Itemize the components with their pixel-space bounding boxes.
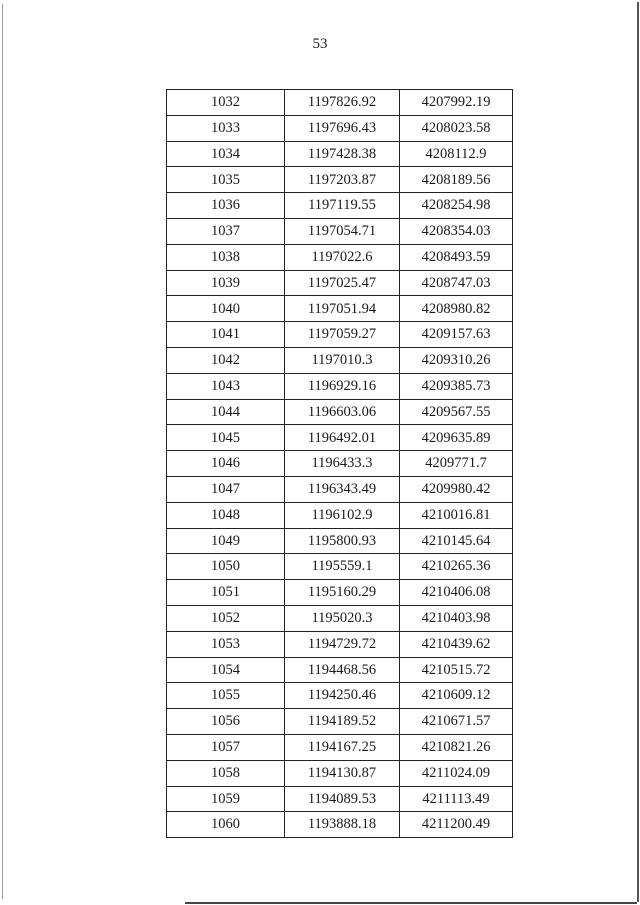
table-row xyxy=(167,580,513,606)
point-number-cell: 1051 xyxy=(167,580,285,606)
table-row xyxy=(167,218,513,244)
point-number-cell: 1057 xyxy=(167,734,285,760)
table-row xyxy=(167,554,513,580)
x-coordinate-cell: 1197119.55 xyxy=(285,193,400,219)
y-coordinate-cell: 4208747.03 xyxy=(400,270,513,296)
y-coordinate-cell: 4210406.08 xyxy=(400,580,513,606)
table-row xyxy=(167,244,513,270)
x-coordinate-cell: 1194468.56 xyxy=(285,657,400,683)
point-number-cell: 1033 xyxy=(167,115,285,141)
x-coordinate-cell: 1195160.29 xyxy=(285,580,400,606)
point-number-cell: 1054 xyxy=(167,657,285,683)
coordinates-table xyxy=(166,89,513,838)
point-number-cell: 1049 xyxy=(167,528,285,554)
y-coordinate-cell: 4210016.81 xyxy=(400,502,513,528)
x-coordinate-cell: 1196433.3 xyxy=(285,451,400,477)
point-number-cell: 1056 xyxy=(167,709,285,735)
table-row xyxy=(167,141,513,167)
y-coordinate-cell: 4210265.36 xyxy=(400,554,513,580)
x-coordinate-cell: 1197054.71 xyxy=(285,218,400,244)
x-coordinate-cell: 1193888.18 xyxy=(285,812,400,838)
table-row xyxy=(167,631,513,657)
page-number: 53 xyxy=(312,36,328,52)
scan-border-left xyxy=(2,4,3,899)
table-row xyxy=(167,322,513,348)
table-row xyxy=(167,373,513,399)
point-number-cell: 1050 xyxy=(167,554,285,580)
point-number-cell: 1055 xyxy=(167,683,285,709)
x-coordinate-cell: 1194089.53 xyxy=(285,786,400,812)
x-coordinate-cell: 1194130.87 xyxy=(285,760,400,786)
x-coordinate-cell: 1196929.16 xyxy=(285,373,400,399)
x-coordinate-cell: 1197826.92 xyxy=(285,90,400,116)
table-row xyxy=(167,528,513,554)
x-coordinate-cell: 1197428.38 xyxy=(285,141,400,167)
table-row xyxy=(167,683,513,709)
point-number-cell: 1046 xyxy=(167,451,285,477)
point-number-cell: 1032 xyxy=(167,90,285,116)
y-coordinate-cell: 4209771.7 xyxy=(400,451,513,477)
y-coordinate-cell: 4210515.72 xyxy=(400,657,513,683)
table-row xyxy=(167,193,513,219)
x-coordinate-cell: 1194167.25 xyxy=(285,734,400,760)
y-coordinate-cell: 4210671.57 xyxy=(400,709,513,735)
y-coordinate-cell: 4208112.9 xyxy=(400,141,513,167)
table-row xyxy=(167,812,513,838)
point-number-cell: 1036 xyxy=(167,193,285,219)
coordinates-table-body xyxy=(167,90,513,838)
y-coordinate-cell: 4208189.56 xyxy=(400,167,513,193)
table-row xyxy=(167,425,513,451)
table-row xyxy=(167,502,513,528)
y-coordinate-cell: 4209567.55 xyxy=(400,399,513,425)
y-coordinate-cell: 4210821.26 xyxy=(400,734,513,760)
table-row xyxy=(167,760,513,786)
point-number-cell: 1043 xyxy=(167,373,285,399)
point-number-cell: 1035 xyxy=(167,167,285,193)
point-number-cell: 1048 xyxy=(167,502,285,528)
table-row xyxy=(167,115,513,141)
table-row xyxy=(167,90,513,116)
point-number-cell: 1042 xyxy=(167,347,285,373)
x-coordinate-cell: 1197203.87 xyxy=(285,167,400,193)
x-coordinate-cell: 1197025.47 xyxy=(285,270,400,296)
point-number-cell: 1040 xyxy=(167,296,285,322)
y-coordinate-cell: 4208254.98 xyxy=(400,193,513,219)
y-coordinate-cell: 4208354.03 xyxy=(400,218,513,244)
x-coordinate-cell: 1196492.01 xyxy=(285,425,400,451)
point-number-cell: 1060 xyxy=(167,812,285,838)
x-coordinate-cell: 1194250.46 xyxy=(285,683,400,709)
x-coordinate-cell: 1196343.49 xyxy=(285,476,400,502)
y-coordinate-cell: 4210439.62 xyxy=(400,631,513,657)
table-row xyxy=(167,657,513,683)
x-coordinate-cell: 1197010.3 xyxy=(285,347,400,373)
table-row xyxy=(167,786,513,812)
point-number-cell: 1044 xyxy=(167,399,285,425)
y-coordinate-cell: 4209635.89 xyxy=(400,425,513,451)
scan-border-right xyxy=(637,2,639,902)
x-coordinate-cell: 1197051.94 xyxy=(285,296,400,322)
table-row xyxy=(167,167,513,193)
table-row xyxy=(167,709,513,735)
point-number-cell: 1039 xyxy=(167,270,285,296)
point-number-cell: 1053 xyxy=(167,631,285,657)
scan-border-bottom xyxy=(185,902,637,904)
x-coordinate-cell: 1197059.27 xyxy=(285,322,400,348)
point-number-cell: 1058 xyxy=(167,760,285,786)
table-row xyxy=(167,399,513,425)
table-row xyxy=(167,476,513,502)
y-coordinate-cell: 4208023.58 xyxy=(400,115,513,141)
point-number-cell: 1037 xyxy=(167,218,285,244)
point-number-cell: 1045 xyxy=(167,425,285,451)
point-number-cell: 1038 xyxy=(167,244,285,270)
x-coordinate-cell: 1196102.9 xyxy=(285,502,400,528)
y-coordinate-cell: 4208980.82 xyxy=(400,296,513,322)
table-row xyxy=(167,270,513,296)
x-coordinate-cell: 1195800.93 xyxy=(285,528,400,554)
point-number-cell: 1059 xyxy=(167,786,285,812)
x-coordinate-cell: 1195559.1 xyxy=(285,554,400,580)
y-coordinate-cell: 4211113.49 xyxy=(400,786,513,812)
table-row xyxy=(167,451,513,477)
y-coordinate-cell: 4208493.59 xyxy=(400,244,513,270)
x-coordinate-cell: 1197696.43 xyxy=(285,115,400,141)
y-coordinate-cell: 4210403.98 xyxy=(400,605,513,631)
table-row xyxy=(167,296,513,322)
y-coordinate-cell: 4209385.73 xyxy=(400,373,513,399)
y-coordinate-cell: 4211200.49 xyxy=(400,812,513,838)
x-coordinate-cell: 1194189.52 xyxy=(285,709,400,735)
y-coordinate-cell: 4210145.64 xyxy=(400,528,513,554)
table-row xyxy=(167,605,513,631)
table-row xyxy=(167,734,513,760)
y-coordinate-cell: 4209310.26 xyxy=(400,347,513,373)
x-coordinate-cell: 1195020.3 xyxy=(285,605,400,631)
x-coordinate-cell: 1196603.06 xyxy=(285,399,400,425)
point-number-cell: 1052 xyxy=(167,605,285,631)
y-coordinate-cell: 4207992.19 xyxy=(400,90,513,116)
point-number-cell: 1047 xyxy=(167,476,285,502)
table-row xyxy=(167,347,513,373)
y-coordinate-cell: 4209980.42 xyxy=(400,476,513,502)
point-number-cell: 1041 xyxy=(167,322,285,348)
x-coordinate-cell: 1197022.6 xyxy=(285,244,400,270)
y-coordinate-cell: 4209157.63 xyxy=(400,322,513,348)
point-number-cell: 1034 xyxy=(167,141,285,167)
y-coordinate-cell: 4210609.12 xyxy=(400,683,513,709)
y-coordinate-cell: 4211024.09 xyxy=(400,760,513,786)
x-coordinate-cell: 1194729.72 xyxy=(285,631,400,657)
